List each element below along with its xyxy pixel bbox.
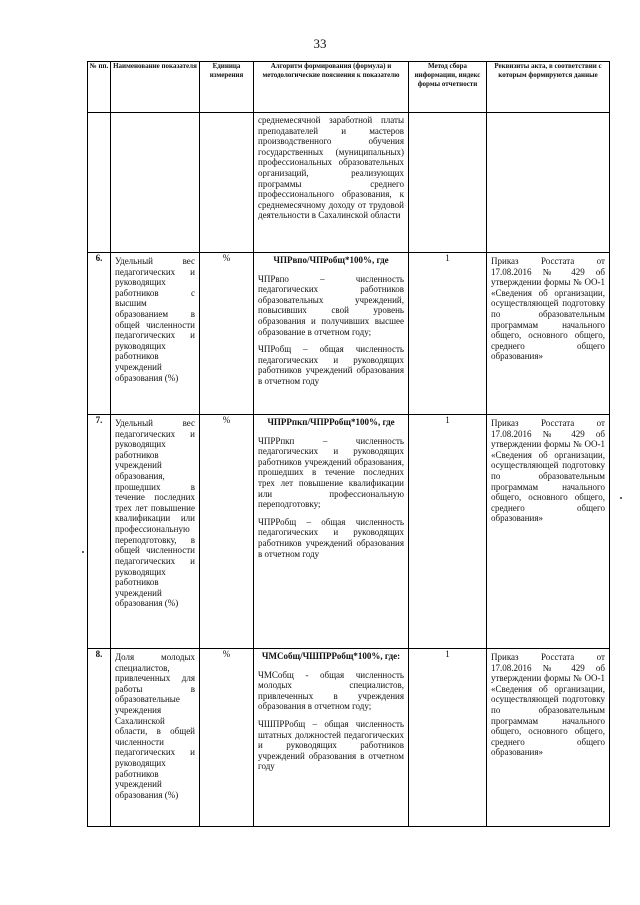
row-name: Удельный вес педагогических и руководящих работников с высшим образованием в общей численности педагогических и руководящих работников учреждений образования (%) xyxy=(115,256,195,383)
row-formula: ЧПРвпо/ЧПРобщ*100%, где xyxy=(273,255,389,265)
row-num: 8. xyxy=(88,649,111,827)
table-header-row xyxy=(88,62,610,113)
row-name: Доля молодых специалистов, привлеченных для работы в образовательные учреждения Сахалинской области, в общей численности педагогических и руководящих работников учреждений образования (%) xyxy=(115,652,195,800)
row-formula: ЧПРРпкп/ЧПРРобщ*100%, где xyxy=(267,417,395,427)
row-unit: % xyxy=(200,649,254,827)
header-requisites: Реквизиты акта, в соответствии с которым формируются данные xyxy=(487,62,610,113)
scan-speck xyxy=(82,551,84,553)
header-num: № пп. xyxy=(88,62,111,113)
row-num: 6. xyxy=(88,253,111,415)
indicators-table xyxy=(87,61,610,827)
table-row-continuation xyxy=(88,113,610,253)
table-row xyxy=(88,649,610,827)
row-num: 7. xyxy=(88,415,111,649)
page-number: 33 xyxy=(313,36,327,51)
row-requisites: Приказ Росстата от 17.08.2016 № 429 об утверждении формы № ОО-1 «Сведения об организации, осуществляющей подготовку по образовательным программам начального общего, основного общего, среднего общего образования» xyxy=(491,418,605,524)
row-definition-1: ЧПРРпкп – численность педагогических и руководящих работников учреждений образования, прошедших в течение последних трех лет повышение квалификации или профессиональную переподготовку; xyxy=(258,435,404,510)
row-definition-2: ЧШПРРобщ – общая численность штатных должностей педагогических и руководящих работников учреждений образования в отчетном году xyxy=(258,719,404,772)
row-name: Удельный вес педагогических и руководящих работников учреждений образования, прошедших в течение последних трех лет повышение квалификации или профессиональную переподготовку, в общей численности педагогических и руководящих работников учреждений образования (%) xyxy=(115,418,195,609)
row-formula: ЧМСобщ/ЧШПРРобщ*100%, где: xyxy=(261,651,401,661)
table-row xyxy=(88,415,610,649)
row-requisites: Приказ Росстата от 17.08.2016 № 429 об утверждении формы № ОО-1 «Сведения об организации, осуществляющей подготовку по образовательным программам начального общего, основного общего, среднего общего образования» xyxy=(491,652,605,758)
row-requisites: Приказ Росстата от 17.08.2016 № 429 об утверждении формы № ОО-1 «Сведения об организации, осуществляющей подготовку по образовательным программам начального общего, основного общего, среднего общего образования» xyxy=(491,256,605,362)
row-definition-1: ЧПРвпо – численность педагогических работников образовательных учреждений, повысивших свой уровень образования и получивших высшее образование в отчетном году; xyxy=(258,273,404,337)
header-algorithm: Алгоритм формирования (формула) и методологические пояснения к показателю xyxy=(254,62,409,113)
row-method: 1 xyxy=(409,649,487,827)
row-method: 1 xyxy=(409,415,487,649)
header-method: Метод сбора информации, индекс формы отчетности xyxy=(409,62,487,113)
row-method: 1 xyxy=(409,253,487,415)
row-unit: % xyxy=(200,415,254,649)
row-definition-2: ЧПРРобщ – общая численность педагогических и руководящих работников учреждений образования в отчетном году xyxy=(258,516,404,559)
continuation-algorithm: среднемесячной заработной платы преподавателей и мастеров производственного обучения государственных (муниципальных) профессиональных образовательных организаций, реализующих программы среднего профессионального образования, к среднемесячному доходу от трудовой деятельности в Сахалинской области xyxy=(258,115,404,221)
header-unit: Единица измерения xyxy=(200,62,254,113)
row-unit: % xyxy=(200,253,254,415)
scan-speck xyxy=(620,497,622,499)
row-definition-1: ЧМСобщ - общая численность молодых специалистов, привлеченных в учреждения образования в отчетном году; xyxy=(258,669,404,712)
table-row xyxy=(88,253,610,415)
header-name: Наименование показателя xyxy=(111,62,200,113)
row-definition-2: ЧПРобщ – общая численность педагогических и руководящих работников учреждений образования в отчетном году xyxy=(258,344,404,387)
